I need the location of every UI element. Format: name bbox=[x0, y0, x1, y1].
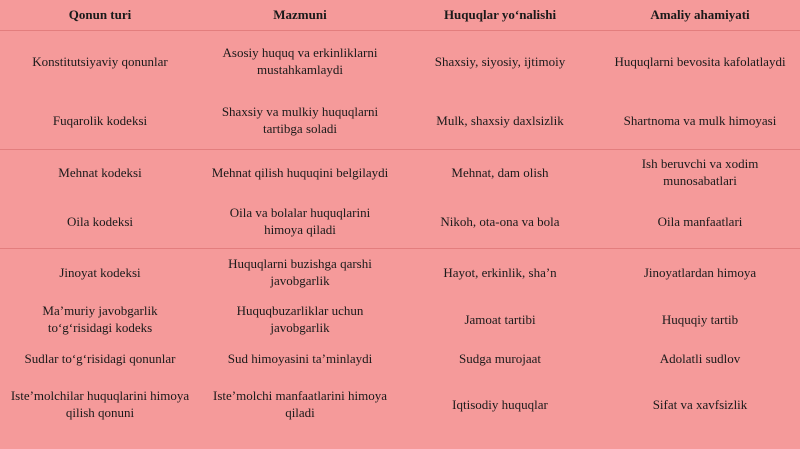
cell-law-type: Jinoyat kodeksi bbox=[0, 249, 200, 296]
header-rights-direction: Huquqlar yo‘nalishi bbox=[400, 0, 600, 31]
table-row bbox=[0, 91, 800, 150]
cell-law-type: Ma’muriy javobgarlik to‘g‘risidagi kodeks bbox=[42, 303, 158, 335]
cell-content: Shaxsiy va mulkiy huquqlarni tartibga soladi bbox=[221, 104, 379, 136]
cell-content: Huquqbuzarliklar uchun javobgarlik bbox=[236, 303, 364, 335]
table-header-row bbox=[0, 0, 800, 31]
cell-practical-significance: Huquqlarni bevosita kafolatlaydi bbox=[614, 53, 786, 69]
cell-practical-significance: Sifat va xavfsizlik bbox=[652, 396, 748, 412]
cell-practical-significance: Adolatli sudlov bbox=[659, 351, 741, 366]
cell-practical-significance: Oila manfaatlari bbox=[657, 213, 743, 229]
cell-content: Mehnat qilish huquqini belgilaydi bbox=[200, 150, 400, 195]
cell-rights-direction: Shaxsiy, siyosiy, ijtimoiy bbox=[434, 53, 566, 69]
cell-practical-significance: Jinoyatlardan himoya bbox=[600, 249, 800, 296]
table-row bbox=[0, 194, 800, 249]
cell-rights-direction: Sudga murojaat bbox=[459, 351, 541, 366]
cell-rights-direction: Hayot, erkinlik, sha’n bbox=[400, 249, 600, 296]
header-practical-significance: Amaliy ahamiyati bbox=[600, 0, 800, 31]
header-law-type: Qonun turi bbox=[0, 0, 200, 31]
table-row bbox=[0, 249, 800, 296]
table-row bbox=[0, 150, 800, 195]
cell-content: Huquqlarni buzishga qarshi javobgarlik bbox=[200, 249, 400, 296]
cell-practical-significance: Shartnoma va mulk himoyasi bbox=[623, 112, 777, 128]
cell-content: Oila va bolalar huquqlarini himoya qiladi bbox=[229, 205, 371, 237]
cell-rights-direction: Mulk, shaxsiy daxlsizlik bbox=[436, 112, 564, 128]
cell-law-type: Sudlar to‘g‘risidagi qonunlar bbox=[24, 351, 176, 366]
cell-law-type: Mehnat kodeksi bbox=[0, 150, 200, 195]
cell-rights-direction: Iqtisodiy huquqlar bbox=[452, 396, 548, 412]
cell-content: Asosiy huquq va erkinliklarni mustahkamlaydi bbox=[222, 45, 378, 77]
cell-law-type: Iste’molchilar huquqlarini himoya qilish qonuni bbox=[10, 388, 190, 420]
table-row bbox=[0, 295, 800, 343]
cell-rights-direction: Nikoh, ota-ona va bola bbox=[440, 213, 560, 229]
cell-law-type: Fuqarolik kodeksi bbox=[52, 112, 148, 128]
cell-content: Iste’molchi manfaatlarini himoya qiladi bbox=[213, 388, 387, 420]
cell-practical-significance: Huquqiy tartib bbox=[661, 311, 739, 327]
cell-rights-direction: Mehnat, dam olish bbox=[400, 150, 600, 195]
cell-law-type: Konstitutsiyaviy qonunlar bbox=[32, 53, 168, 69]
table-row bbox=[0, 31, 800, 92]
table-row bbox=[0, 374, 800, 434]
table-row bbox=[0, 343, 800, 374]
header-content: Mazmuni bbox=[200, 0, 400, 31]
cell-practical-significance: Ish beruvchi va xodim munosabatlari bbox=[600, 150, 800, 195]
cell-law-type: Oila kodeksi bbox=[66, 213, 134, 229]
cell-rights-direction: Jamoat tartibi bbox=[464, 311, 536, 327]
cell-content: Sud himoyasini ta’minlaydi bbox=[227, 351, 373, 366]
